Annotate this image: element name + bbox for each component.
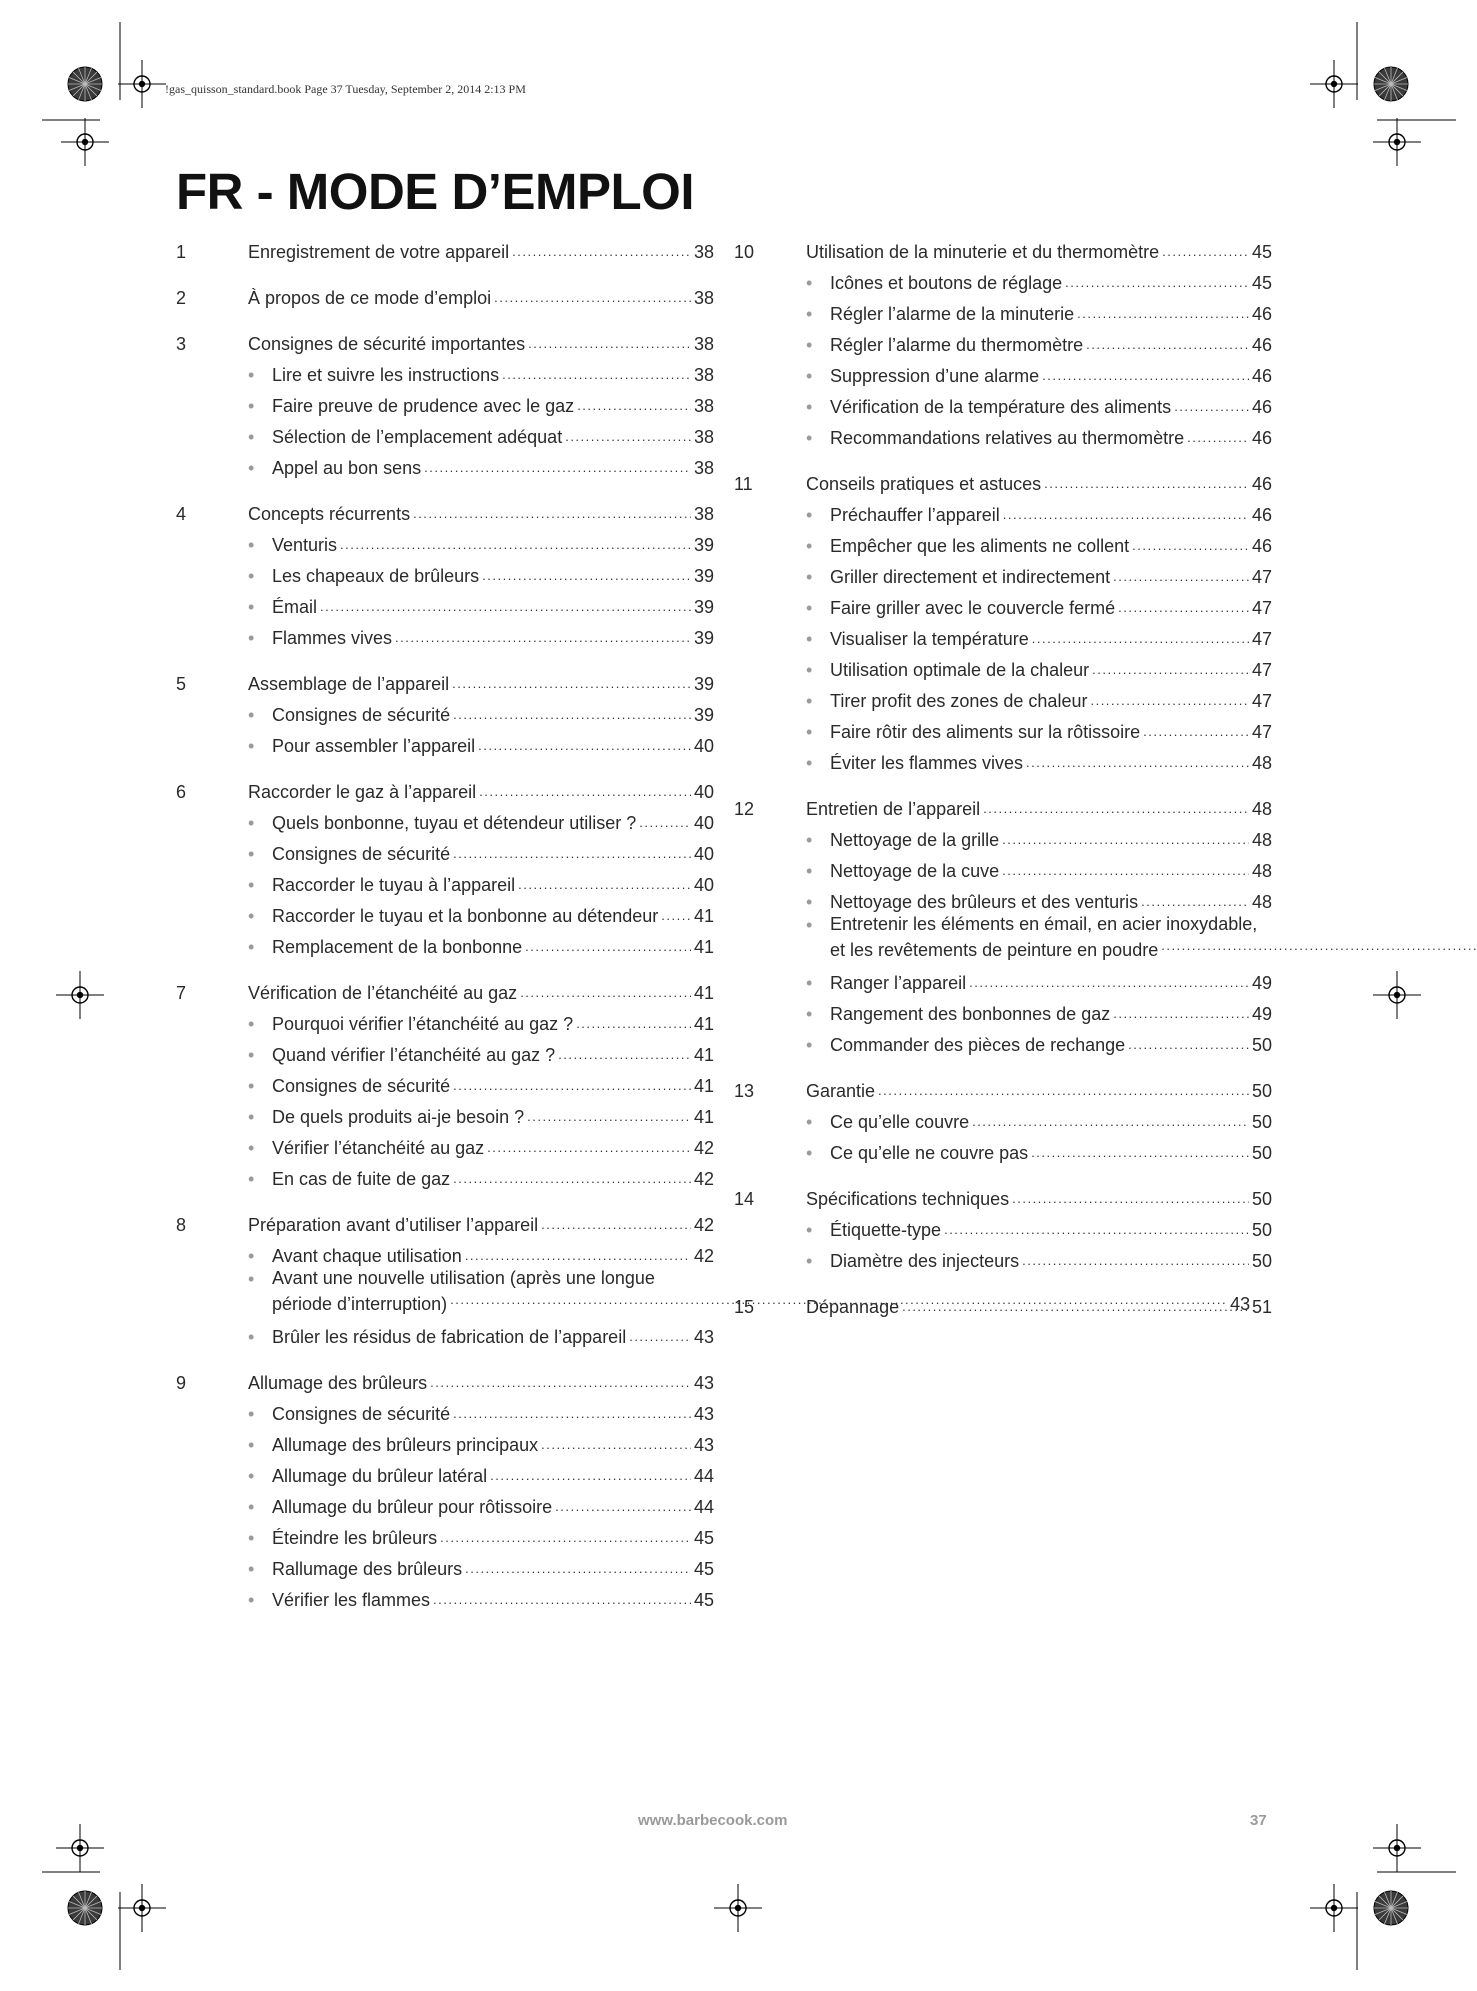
subitem-page: 46 [1251, 505, 1272, 525]
bullet-icon: • [806, 973, 813, 993]
subitem-text: En cas de fuite de gaz [272, 1169, 451, 1189]
subitem-text: Allumage des brûleurs principaux [272, 1435, 539, 1455]
chapter-title: Raccorder le gaz à l’appareil [248, 782, 477, 802]
subitem-text: Griller directement et indirectement [830, 567, 1111, 587]
subitem-page: 42 [693, 1138, 714, 1158]
bullet-icon: • [248, 1435, 255, 1455]
bullet-icon: • [806, 722, 813, 742]
subitem-text: Faire rôtir des aliments sur la rôtissoire [830, 722, 1141, 742]
subitem-page: 40 [693, 844, 714, 864]
subitem-text: Régler l’alarme de la minuterie [830, 304, 1075, 324]
registration-mark-right-upper [1373, 118, 1421, 166]
subitem-page: 42 [693, 1169, 714, 1189]
registration-mark-right-lower [1373, 1824, 1421, 1872]
bullet-icon: • [806, 536, 813, 556]
subitem-text: Faire griller avec le couvercle fermé [830, 598, 1116, 618]
star-target-bottom-left [68, 1891, 102, 1925]
chapter-number: 4 [176, 504, 187, 524]
subitem-text: Faire preuve de prudence avec le gaz [272, 396, 575, 416]
chapter-number: 14 [734, 1189, 755, 1209]
subitem-page: 41 [693, 906, 714, 926]
chapter-number: 1 [176, 242, 187, 262]
chapter-page: 42 [693, 1215, 714, 1235]
book-file-info: !gas_quisson_standard.book Page 37 Tuesday, September 2, 2014 2:13 PM [165, 82, 526, 96]
bullet-icon: • [248, 1559, 255, 1579]
subitem-page: 43 [1230, 1294, 1251, 1314]
bullet-icon: • [806, 273, 813, 293]
subitem-text: Vérifier les flammes [272, 1590, 431, 1610]
subitem-page: 46 [1251, 536, 1272, 556]
subitem-page: 46 [1251, 397, 1272, 417]
chapter-page: 38 [693, 504, 714, 524]
subitem-text: Avant une nouvelle utilisation (après une longue [272, 1268, 655, 1288]
subitem-text: Allumage du brûleur pour rôtissoire [272, 1497, 553, 1517]
subitem-page: 50 [1251, 1251, 1272, 1271]
registration-mark-top-right [1310, 60, 1358, 108]
bullet-icon: • [806, 915, 813, 935]
bullet-icon: • [248, 1169, 255, 1189]
bullet-icon: • [248, 705, 255, 725]
registration-mark-bottom-left [118, 1884, 166, 1932]
subitem-text: Quand vérifier l’étanchéité au gaz ? [272, 1045, 556, 1065]
chapter-title: À propos de ce mode d’emploi [248, 288, 492, 308]
subitem-text: Icônes et boutons de réglage [830, 273, 1063, 293]
subitem-page: 50 [1251, 1035, 1272, 1055]
bullet-icon: • [806, 1112, 813, 1132]
chapter-title: Entretien de l’appareil [806, 799, 981, 819]
bullet-icon: • [806, 1004, 813, 1024]
chapter-title: Enregistrement de votre appareil [248, 242, 510, 262]
subitem-page: 47 [1251, 660, 1272, 680]
chapter-title: Préparation avant d’utiliser l’appareil [248, 1215, 539, 1235]
star-target-top-right [1374, 67, 1408, 101]
subitem-page: 41 [693, 1076, 714, 1096]
subitem-page: 45 [693, 1528, 714, 1548]
subitem-page: 43 [693, 1404, 714, 1424]
bullet-icon: • [806, 1143, 813, 1163]
subitem-page: 39 [693, 628, 714, 648]
chapter-number: 12 [734, 799, 755, 819]
chapter-number: 6 [176, 782, 187, 802]
subitem-page: 45 [693, 1590, 714, 1610]
subitem-text: Raccorder le tuyau et la bonbonne au détendeur [272, 906, 659, 926]
bullet-icon: • [806, 1035, 813, 1055]
chapter-title: Utilisation de la minuterie et du thermomètre [806, 242, 1160, 262]
bullet-icon: • [806, 861, 813, 881]
bullet-icon: • [248, 813, 255, 833]
subitem-text: Régler l’alarme du thermomètre [830, 335, 1084, 355]
bullet-icon: • [248, 736, 255, 756]
bullet-icon: • [806, 567, 813, 587]
subitem-page: 50 [1251, 1143, 1272, 1163]
star-target-bottom-right [1374, 1891, 1408, 1925]
bullet-icon: • [806, 753, 813, 773]
bullet-icon: • [248, 427, 255, 447]
subitem-text: Vérification de la température des aliments [830, 397, 1172, 417]
bullet-icon: • [248, 1269, 255, 1289]
chapter-page: 46 [1251, 474, 1272, 494]
subitem-text: Consignes de sécurité [272, 844, 451, 864]
bullet-icon: • [248, 1327, 255, 1347]
bullet-icon: • [806, 428, 813, 448]
subitem-text: Préchauffer l’appareil [830, 505, 1000, 525]
subitem-text: Nettoyage des brûleurs et des venturis [830, 892, 1139, 912]
subitem-text: Avant chaque utilisation [272, 1246, 462, 1266]
chapter-number: 3 [176, 334, 187, 354]
subitem-text: Éviter les flammes vives [830, 753, 1024, 773]
subitem-page: 49 [1251, 1004, 1272, 1024]
subitem-page: 45 [1251, 273, 1272, 293]
subitem-text: Entretenir les éléments en émail, en acier inoxydable, [830, 914, 1258, 934]
bullet-icon: • [248, 1528, 255, 1548]
subitem-page: 44 [693, 1466, 714, 1486]
chapter-page: 38 [693, 334, 714, 354]
bullet-icon: • [806, 629, 813, 649]
chapter-page: 41 [693, 983, 714, 1003]
chapter-number: 11 [734, 474, 753, 494]
bullet-icon: • [806, 660, 813, 680]
subitem-text: Venturis [272, 535, 338, 555]
subitem-page: 47 [1251, 722, 1272, 742]
bullet-icon: • [248, 1107, 255, 1127]
subitem-page: 45 [693, 1559, 714, 1579]
subitem-text: Sélection de l’emplacement adéquat [272, 427, 563, 447]
chapter-title: Assemblage de l’appareil [248, 674, 450, 694]
footer-url: www.barbecook.com [638, 1812, 788, 1829]
subitem-page: 48 [1251, 830, 1272, 850]
chapter-number: 5 [176, 674, 187, 694]
registration-mark-middle-right [1373, 971, 1421, 1019]
subitem-text: Diamètre des injecteurs [830, 1251, 1020, 1271]
subitem-page: 41 [693, 937, 714, 957]
subitem-page: 48 [1251, 753, 1272, 773]
subitem-page: 43 [693, 1327, 714, 1347]
registration-mark-bottom-center [714, 1884, 762, 1932]
subitem-page: 39 [693, 566, 714, 586]
footer-page-number: 37 [1250, 1812, 1267, 1829]
subitem-text: Rallumage des brûleurs [272, 1559, 463, 1579]
bullet-icon: • [806, 892, 813, 912]
subitem-page: 38 [693, 365, 714, 385]
registration-mark-left-lower [56, 1824, 104, 1872]
subitem-page: 40 [693, 813, 714, 833]
subitem-text: Remplacement de la bonbonne [272, 937, 523, 957]
subitem-page: 39 [693, 597, 714, 617]
chapter-number: 8 [176, 1215, 187, 1235]
subitem-text: Empêcher que les aliments ne collent [830, 536, 1130, 556]
bullet-icon: • [248, 458, 255, 478]
registration-mark-top-left [118, 60, 166, 108]
subitem-text: Consignes de sécurité [272, 1076, 451, 1096]
bullet-icon: • [248, 1590, 255, 1610]
registration-mark-left-upper [61, 118, 109, 166]
star-target-top-left [68, 67, 102, 101]
subitem-text: Commander des pièces de rechange [830, 1035, 1126, 1055]
subitem-text: Pour assembler l’appareil [272, 736, 476, 756]
subitem-text: Recommandations relatives au thermomètre [830, 428, 1185, 448]
bullet-icon: • [806, 830, 813, 850]
bullet-icon: • [806, 1220, 813, 1240]
bullet-icon: • [806, 304, 813, 324]
subitem-text: Flammes vives [272, 628, 393, 648]
page-title: FR - MODE D’EMPLOI [176, 163, 694, 220]
bullet-icon: • [248, 906, 255, 926]
subitem-text: Les chapeaux de brûleurs [272, 566, 480, 586]
bullet-icon: • [248, 937, 255, 957]
subitem-text: Consignes de sécurité [272, 1404, 451, 1424]
subitem-page: 46 [1251, 366, 1272, 386]
chapter-number: 2 [176, 288, 187, 308]
bullet-icon: • [806, 1251, 813, 1271]
subitem-text: Éteindre les brûleurs [272, 1528, 438, 1548]
bullet-icon: • [248, 396, 255, 416]
chapter-number: 13 [734, 1081, 755, 1101]
chapter-page: 38 [693, 242, 714, 262]
subitem-page: 50 [1251, 1220, 1272, 1240]
subitem-page: 46 [1251, 304, 1272, 324]
subitem-page: 43 [693, 1435, 714, 1455]
bullet-icon: • [806, 691, 813, 711]
registration-mark-middle-left [56, 971, 104, 1019]
subitem-text: Lire et suivre les instructions [272, 365, 500, 385]
bullet-icon: • [806, 335, 813, 355]
subitem-text: Ce qu’elle couvre [830, 1112, 970, 1132]
subitem-page: 39 [693, 535, 714, 555]
bullet-icon: • [248, 844, 255, 864]
bullet-icon: • [248, 1138, 255, 1158]
bullet-icon: • [806, 397, 813, 417]
chapter-page: 40 [693, 782, 714, 802]
subitem-page: 39 [693, 705, 714, 725]
bullet-icon: • [248, 365, 255, 385]
subitem-text: Allumage du brûleur latéral [272, 1466, 488, 1486]
subitem-text-continued: période d’interruption) [272, 1294, 448, 1314]
chapter-page: 38 [693, 288, 714, 308]
bullet-icon: • [248, 597, 255, 617]
bullet-icon: • [248, 1466, 255, 1486]
subitem-text: De quels produits ai-je besoin ? [272, 1107, 525, 1127]
bullet-icon: • [248, 535, 255, 555]
bullet-icon: • [248, 1246, 255, 1266]
chapter-page: 45 [1251, 242, 1272, 262]
chapter-title: Concepts récurrents [248, 504, 411, 524]
bullet-icon: • [248, 1076, 255, 1096]
subitem-page: 46 [1251, 428, 1272, 448]
subitem-text: Émail [272, 597, 318, 617]
subitem-page: 41 [693, 1045, 714, 1065]
subitem-page: 48 [1251, 861, 1272, 881]
registration-mark-bottom-right [1310, 1884, 1358, 1932]
subitem-page: 38 [693, 427, 714, 447]
chapter-title: Allumage des brûleurs [248, 1373, 428, 1393]
bullet-icon: • [248, 1045, 255, 1065]
bullet-icon: • [806, 598, 813, 618]
subitem-text: Étiquette-type [830, 1220, 942, 1240]
chapter-number: 10 [734, 242, 755, 262]
subitem-text: Ranger l’appareil [830, 973, 967, 993]
subitem-text: Nettoyage de la cuve [830, 861, 1000, 881]
bullet-icon: • [248, 1497, 255, 1517]
subitem-text: Quels bonbonne, tuyau et détendeur utiliser ? [272, 813, 637, 833]
subitem-text: Vérifier l’étanchéité au gaz [272, 1138, 485, 1158]
subitem-page: 48 [1251, 892, 1272, 912]
bullet-icon: • [806, 366, 813, 386]
subitem-page: 46 [1251, 335, 1272, 355]
chapter-page: 43 [693, 1373, 714, 1393]
chapter-title: Dépannage [806, 1297, 900, 1317]
chapter-title: Consignes de sécurité importantes [248, 334, 526, 354]
subitem-page: 38 [693, 396, 714, 416]
subitem-page: 40 [693, 736, 714, 756]
bullet-icon: • [248, 1014, 255, 1034]
subitem-page: 42 [693, 1246, 714, 1266]
subitem-text: Tirer profit des zones de chaleur [830, 691, 1088, 711]
subitem-text: Nettoyage de la grille [830, 830, 1000, 850]
bullet-icon: • [248, 628, 255, 648]
bullet-icon: • [248, 1404, 255, 1424]
chapter-page: 51 [1251, 1297, 1272, 1317]
chapter-title: Conseils pratiques et astuces [806, 474, 1042, 494]
bullet-icon: • [248, 875, 255, 895]
subitem-text: Utilisation optimale de la chaleur [830, 660, 1090, 680]
subitem-page: 47 [1251, 691, 1272, 711]
chapter-number: 15 [734, 1297, 755, 1317]
chapter-number: 9 [176, 1373, 187, 1393]
subitem-page: 47 [1251, 629, 1272, 649]
chapter-title: Vérification de l’étanchéité au gaz [248, 983, 518, 1003]
subitem-text-continued: et les revêtements de peinture en poudre [830, 940, 1159, 960]
subitem-page: 40 [693, 875, 714, 895]
bullet-icon: • [806, 505, 813, 525]
subitem-page: 41 [693, 1014, 714, 1034]
subitem-text: Rangement des bonbonnes de gaz [830, 1004, 1111, 1024]
bullet-icon: • [248, 566, 255, 586]
chapter-page: 50 [1251, 1189, 1272, 1209]
subitem-page: 47 [1251, 598, 1272, 618]
chapter-page: 48 [1251, 799, 1272, 819]
subitem-text: Suppression d’une alarme [830, 366, 1040, 386]
subitem-page: 49 [1251, 973, 1272, 993]
subitem-text: Pourquoi vérifier l’étanchéité au gaz ? [272, 1014, 574, 1034]
chapter-page: 39 [693, 674, 714, 694]
subitem-text: Visualiser la température [830, 629, 1029, 649]
subitem-page: 50 [1251, 1112, 1272, 1132]
subitem-page: 47 [1251, 567, 1272, 587]
chapter-number: 7 [176, 983, 187, 1003]
subitem-text: Brûler les résidus de fabrication de l’appareil [272, 1327, 627, 1347]
chapter-title: Garantie [806, 1081, 876, 1101]
subitem-text: Appel au bon sens [272, 458, 422, 478]
subitem-page: 44 [693, 1497, 714, 1517]
chapter-page: 50 [1251, 1081, 1272, 1101]
subitem-text: Raccorder le tuyau à l’appareil [272, 875, 516, 895]
subitem-text: Ce qu’elle ne couvre pas [830, 1143, 1029, 1163]
subitem-page: 41 [693, 1107, 714, 1127]
subitem-page: 38 [693, 458, 714, 478]
subitem-text: Consignes de sécurité [272, 705, 451, 725]
chapter-title: Spécifications techniques [806, 1189, 1010, 1209]
